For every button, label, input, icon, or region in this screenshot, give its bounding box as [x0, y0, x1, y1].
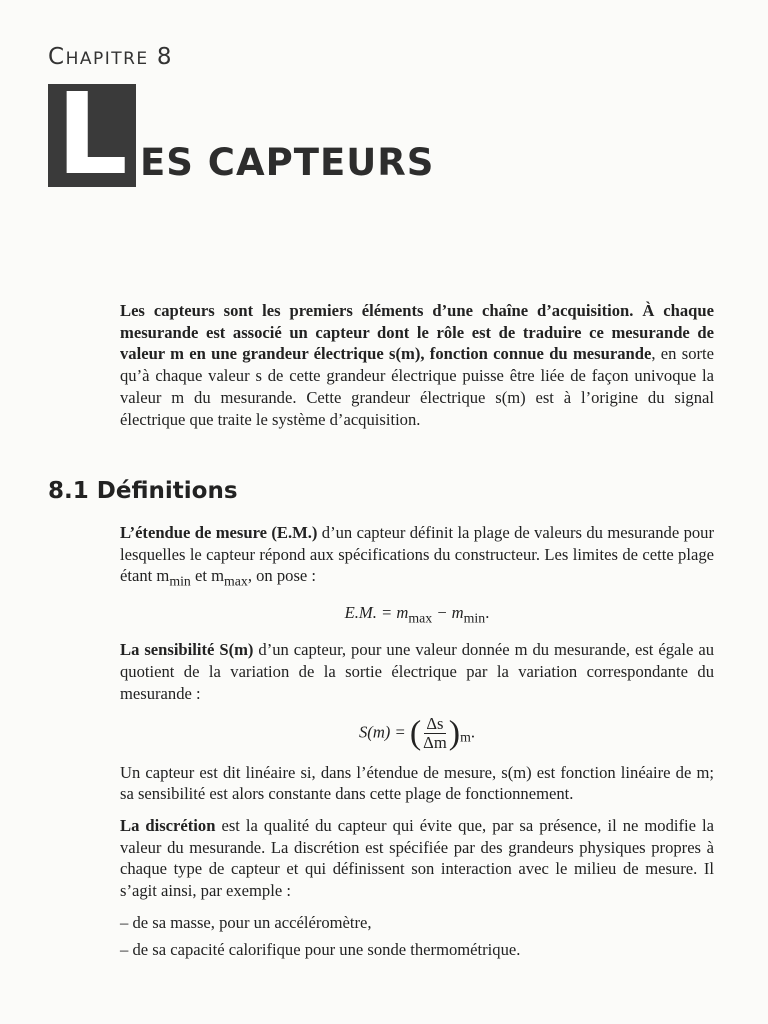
equation-sub: min: [463, 610, 486, 626]
equation-text: − m: [432, 603, 464, 623]
paragraph-text: , on pose :: [247, 566, 317, 586]
term-etendue: L’étendue de mesure (E.M.): [120, 523, 318, 542]
paragraph-text: est la qualité du capteur qui évite que, par sa présence, il ne modifie la valeur du mesurande. La discrétion est spécifiée par des grandeurs physiques propres à chaque type de capteur et qui définissent son interaction avec le milieu de mesure. Il s’agit ainsi, par exemple :: [120, 815, 714, 901]
equation-paren: (: [409, 714, 422, 752]
term-discretion: La discrétion: [120, 815, 216, 835]
equation-text: .: [470, 721, 475, 741]
equation-text: .: [485, 603, 490, 623]
list-item: – de sa masse, pour un accéléromètre,: [120, 912, 372, 932]
equation-sensibilite: [120, 715, 714, 752]
fraction-numerator: Δs: [426, 713, 444, 733]
paragraph-sensibilite: [120, 639, 714, 704]
equation-text: S(m) =: [359, 721, 410, 741]
list-item: – de sa capacité calorifique pour une sonde thermométrique.: [120, 940, 521, 960]
chapter-label-initial: C: [48, 44, 66, 70]
equation-paren: ): [448, 714, 461, 752]
paragraph-lineaire: Un capteur est dit linéaire si, dans l’étendue de mesure, s(m) est fonction linéaire de m; sa sensibilité est alors constante dans cette plage de fonctionnement.: [120, 762, 714, 804]
chapter-number: 8: [156, 44, 174, 70]
section-heading: [48, 478, 238, 504]
paragraph-text: et m: [190, 566, 225, 586]
chapter-drop-cap: L: [48, 84, 136, 187]
chapter-label-rest: HAPITRE: [65, 49, 149, 69]
equation-sub: max: [408, 610, 433, 626]
section-title: Définitions: [96, 478, 238, 504]
example-list: [120, 912, 714, 961]
chapter-title: ES CAPTEURS: [140, 141, 435, 184]
fraction-denominator: Δm: [423, 732, 447, 752]
subscript-min: min: [169, 573, 191, 589]
subscript-max: max: [224, 573, 248, 589]
paragraph-text: d’un capteur définit la plage de valeurs du mesurande pour lesquelles le capteur répond aux spécifications du constructeur. Les limites de cette plage étant m: [120, 523, 714, 586]
equation-sub: m: [460, 729, 471, 745]
equation-fraction: [421, 715, 449, 752]
paragraph-etendue: [120, 522, 714, 592]
definitions-body: [120, 522, 714, 967]
paragraph-discretion: [120, 815, 714, 902]
paragraph-text: d’un capteur, pour une valeur donnée m du mesurande, est égale au quotient de la variation de la sortie électrique par la variation correspondante du mesurande :: [120, 640, 714, 703]
equation-text: E.M. = m: [344, 603, 409, 623]
chapter-label: [48, 44, 173, 70]
intro-paragraph: [120, 300, 714, 430]
section-number: 8.1: [48, 478, 89, 504]
term-sensibilite: La sensibilité S(m): [120, 640, 254, 660]
equation-em: [120, 602, 714, 629]
intro-bold-text: Les capteurs sont les premiers éléments d’une chaîne d’acquisition. À chaque mesurande est associé un capteur dont le rôle est de traduire ce mesurande de valeur m en une grandeur électrique s(m), fonction connue du mesurande: [120, 301, 714, 364]
intro-text: , en sorte qu’à chaque valeur s de cette grandeur électrique puisse être liée de façon univoque la valeur m du mesurande. Cette grandeur électrique s(m) est à l’origine du signal électrique que traite le système d’acquisition.: [120, 344, 714, 429]
